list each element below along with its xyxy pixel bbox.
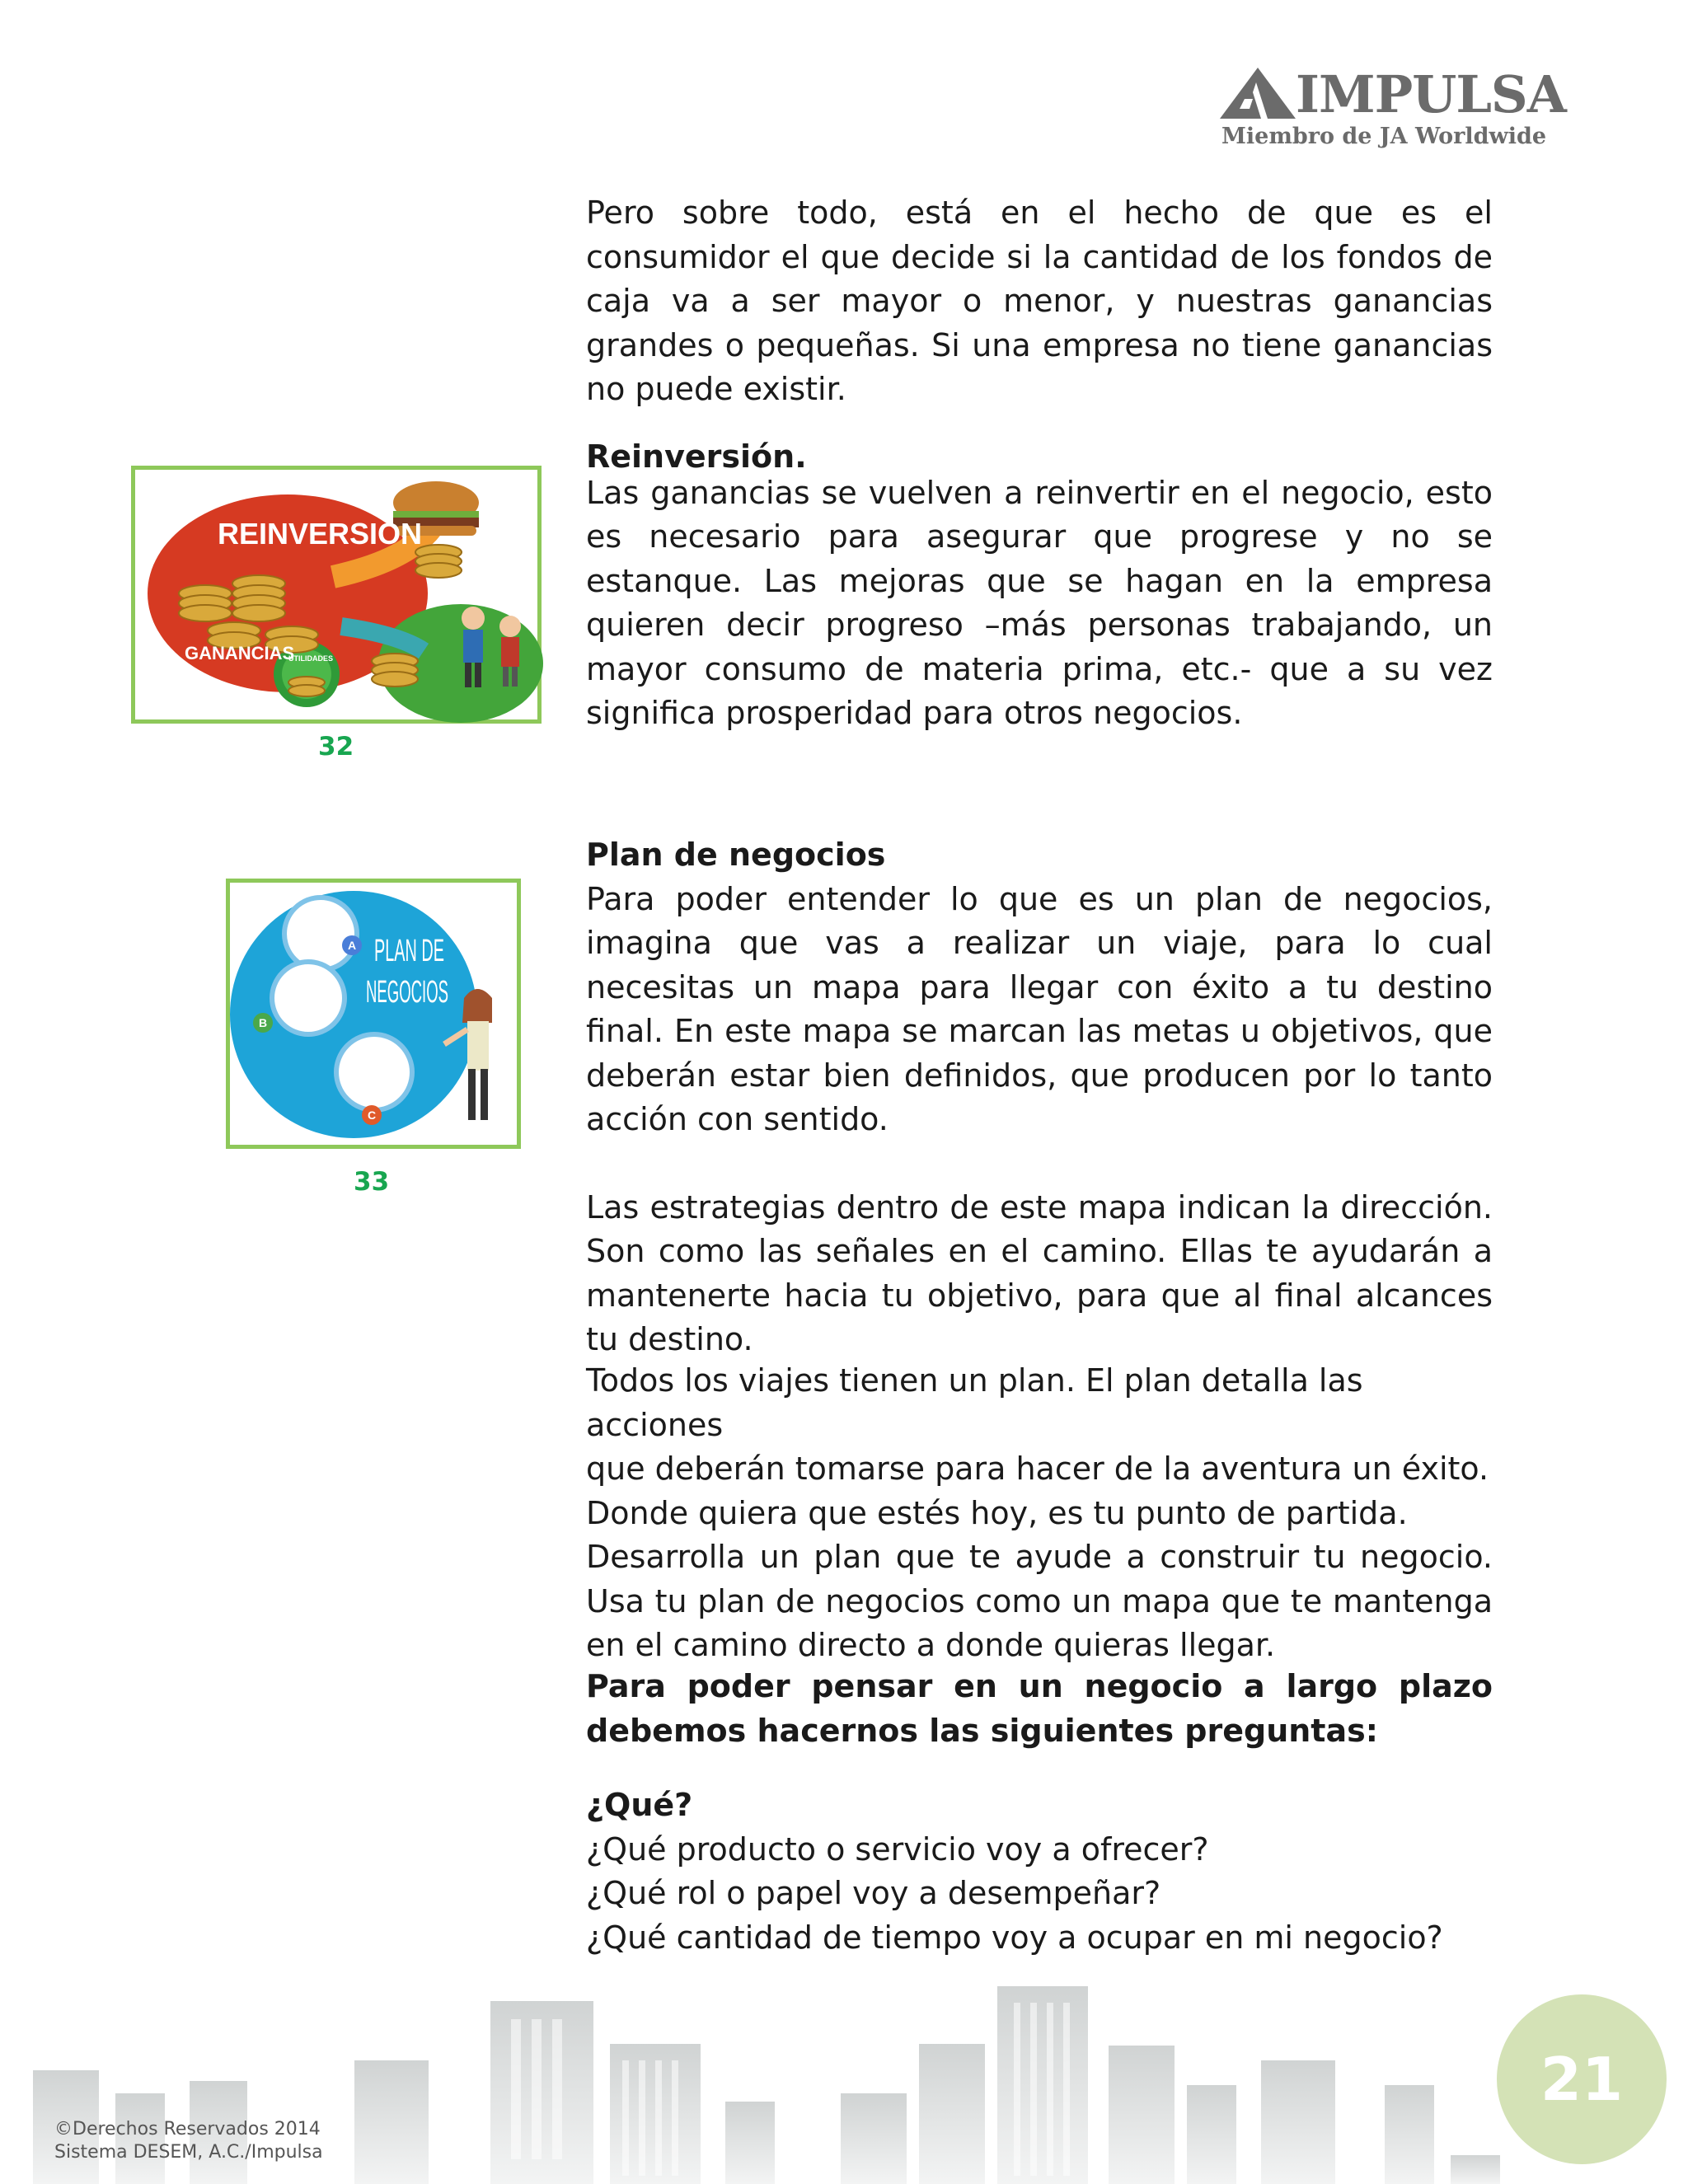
plan-negocios-figure: [226, 879, 521, 1149]
question-item: ¿Qué rol o papel voy a desempeñar?: [586, 1875, 1161, 1911]
impulsa-logo: [1220, 64, 1566, 155]
question-item: ¿Qué producto o servicio voy a ofrecer?: [586, 1830, 1209, 1868]
logo-tagline: Miembro de JA Worldwide: [1221, 124, 1547, 149]
plan-p3-rest: Desarrolla un plan que te ayude a construir tu negocio. Usa tu plan de negocios como un mapa que te mantenga en el camino directo a donde quieras llegar.: [586, 1539, 1493, 1663]
plan-paragraph-2: Las estrategias dentro de este mapa indican la dirección. Son como las señales en el camino. Ellas te ayudarán a mantenerte hacia tu objetivo, para que al final alcances tu destino.: [586, 1188, 1493, 1357]
page-number: 21: [1540, 2045, 1624, 2114]
mountain-logo-icon: [1220, 68, 1296, 119]
page-number-badge: [1497, 1994, 1667, 2164]
plan-section: [586, 833, 1493, 1362]
footer-company: Sistema DESEM, A.C./Impulsa: [54, 2142, 323, 2163]
footer: [54, 2118, 323, 2164]
logo-wordmark: IMPULSA: [1296, 64, 1566, 124]
plan-paragraph-1: Para poder entender lo que es un plan de negocios, imagina que vas a realizar un viaje, para lo cual necesitas un mapa para llegar con éxito a tu destino final. En este mapa se marcan las metas u objetivos, que deberán estar bien definidos, que producen por lo tanto acción con sentido.: [586, 880, 1493, 1137]
plan-title-line-2: NEGOCIOS: [366, 975, 448, 1010]
plan-p3-line-3: Donde quiera que estés hoy, es tu punto de partida.: [586, 1494, 1408, 1531]
reinversion-heading: Reinversión.: [586, 438, 807, 475]
reinversion-illustration: [135, 470, 537, 719]
ganancias-label: GANANCIAS: [185, 643, 295, 663]
que-heading: ¿Qué?: [586, 1787, 693, 1823]
plan-p3-line-2: que deberán tomarse para hacer de la aventura un éxito.: [586, 1451, 1489, 1487]
marker-c: C: [368, 1108, 377, 1122]
figure-number-33: 33: [354, 1167, 390, 1197]
question-item: ¿Qué cantidad de tiempo voy a ocupar en mi negocio?: [586, 1919, 1443, 1956]
marker-b: B: [259, 1016, 268, 1029]
plan-paragraph-3: [586, 1359, 1493, 1668]
reinversion-title: REINVERSION: [218, 517, 423, 551]
footer-copyright: ©Derechos Reservados 2014: [54, 2119, 321, 2139]
plan-heading: Plan de negocios: [586, 837, 886, 873]
intro-paragraph: [586, 191, 1493, 412]
figure-number-32: 32: [318, 732, 354, 762]
reinversion-figure: [131, 466, 542, 724]
plan-title-line-1: PLAN DE: [374, 934, 444, 968]
question-intro: Para poder pensar en un negocio a largo plazo debemos hacernos las siguientes preguntas:: [586, 1668, 1493, 1749]
question-intro-block: [586, 1665, 1493, 1753]
intro-text: Pero sobre todo, está en el hecho de que es el consumidor el que decide si la cantidad de los fondos de caja va a ser mayor o menor, y nuestras ganancias grandes o pequeñas. Si una empresa no tiene ganancias no puede existir.: [586, 194, 1493, 407]
marker-a: A: [348, 939, 357, 952]
reinversion-section: [586, 435, 1493, 736]
utilidades-label: UTILIDADES: [288, 654, 333, 663]
reinversion-text: Las ganancias se vuelven a reinvertir en el negocio, esto es necesario para asegurar que progrese y no se estanque. Las mejoras que se hagan en la empresa quieren decir progreso –más personas trabajando, un mayor consumo de materia prima, etc.- que a su vez significa prosperidad para otros negocios.: [586, 474, 1493, 731]
questions-block: [586, 1783, 1493, 1960]
plan-negocios-illustration: [230, 883, 517, 1145]
plan-p3-line-1: Todos los viajes tienen un plan. El plan detalla las acciones: [586, 1362, 1363, 1443]
